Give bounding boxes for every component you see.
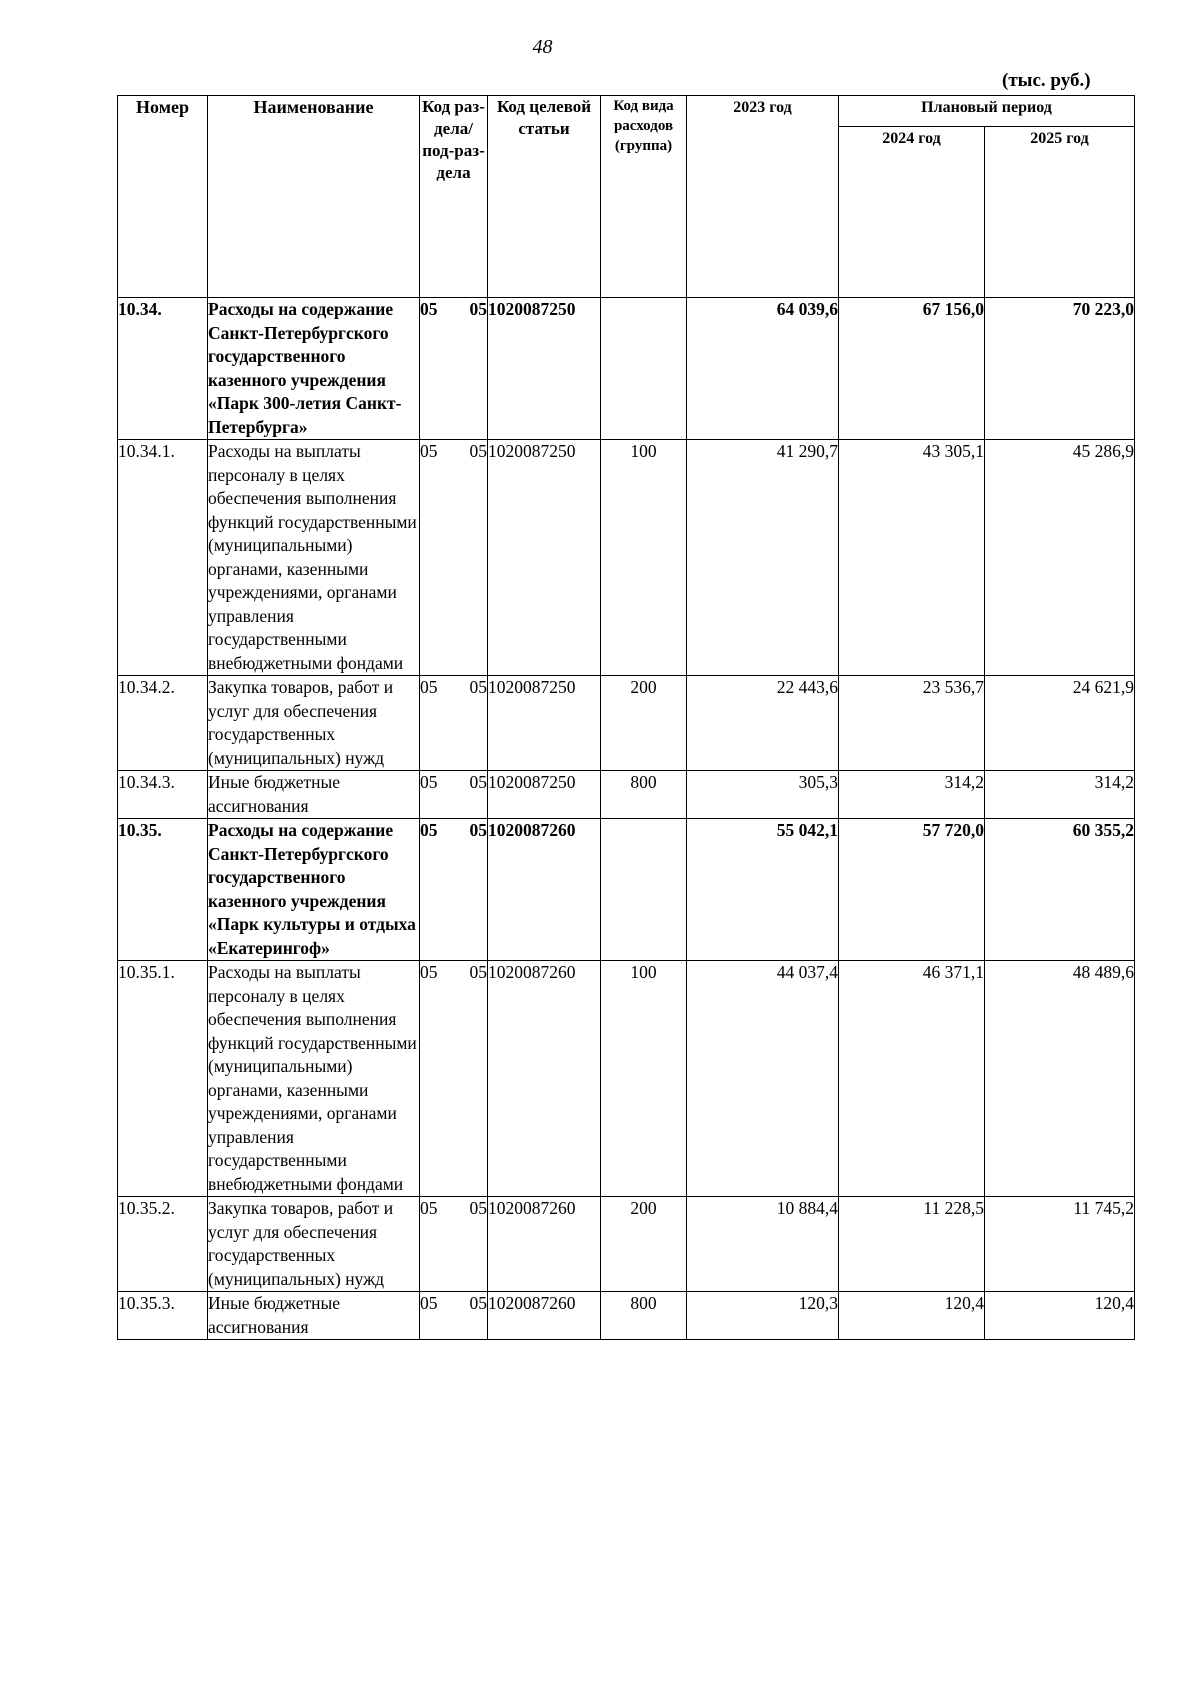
header-year-2024: 2024 год	[839, 127, 985, 298]
row-value-2024: 120,4	[839, 1292, 985, 1340]
row-name: Расходы на содержание Санкт-Петербургского государственного казенного учреждения «Парк 300-летия Санкт-Петербурга»	[208, 298, 420, 440]
section-code: 05	[420, 677, 438, 697]
header-expense-kind-code: Код вида расходов (группа)	[601, 96, 687, 298]
header-year-2023: 2023 год	[687, 96, 839, 298]
row-value-2025: 120,4	[985, 1292, 1135, 1340]
row-expense-kind-code	[601, 819, 687, 961]
row-section-code	[420, 440, 488, 676]
row-value-2023: 64 039,6	[687, 298, 839, 440]
section-code: 05	[420, 441, 438, 461]
table-row	[118, 298, 1135, 440]
row-name: Иные бюджетные ассигнования	[208, 771, 420, 819]
subsection-code: 05	[469, 299, 487, 319]
row-value-2023: 55 042,1	[687, 819, 839, 961]
row-value-2025: 70 223,0	[985, 298, 1135, 440]
row-value-2024: 23 536,7	[839, 676, 985, 771]
row-value-2025: 11 745,2	[985, 1197, 1135, 1292]
subsection-code: 05	[469, 441, 487, 461]
row-value-2024: 11 228,5	[839, 1197, 985, 1292]
row-target-code: 1020087250	[488, 771, 601, 819]
units-label: (тыс. руб.)	[1002, 70, 1091, 91]
row-expense-kind-code: 200	[601, 676, 687, 771]
section-code: 05	[420, 962, 438, 982]
subsection-code: 05	[469, 820, 487, 840]
row-value-2025: 45 286,9	[985, 440, 1135, 676]
row-section-code	[420, 961, 488, 1197]
subsection-code: 05	[469, 1293, 487, 1313]
row-section-code	[420, 819, 488, 961]
row-name: Закупка товаров, работ и услуг для обеспечения государственных (муниципальных) нужд	[208, 676, 420, 771]
row-section-code	[420, 1292, 488, 1340]
section-code: 05	[420, 299, 438, 319]
table-row	[118, 961, 1135, 1197]
row-expense-kind-code: 100	[601, 961, 687, 1197]
row-value-2025: 24 621,9	[985, 676, 1135, 771]
row-value-2023: 305,3	[687, 771, 839, 819]
row-target-code: 1020087250	[488, 298, 601, 440]
row-value-2024: 46 371,1	[839, 961, 985, 1197]
row-value-2023: 10 884,4	[687, 1197, 839, 1292]
table-row	[118, 676, 1135, 771]
row-value-2025: 48 489,6	[985, 961, 1135, 1197]
table-row	[118, 1197, 1135, 1292]
row-value-2023: 41 290,7	[687, 440, 839, 676]
row-value-2024: 43 305,1	[839, 440, 985, 676]
row-number: 10.35.3.	[118, 1292, 208, 1340]
row-value-2024: 67 156,0	[839, 298, 985, 440]
row-number: 10.34.1.	[118, 440, 208, 676]
row-value-2024: 314,2	[839, 771, 985, 819]
header-section-code: Код раз-дела/ под-раз-дела	[420, 96, 488, 298]
header-number: Номер	[118, 96, 208, 298]
row-value-2023: 120,3	[687, 1292, 839, 1340]
section-code: 05	[420, 772, 438, 792]
row-section-code	[420, 771, 488, 819]
row-expense-kind-code	[601, 298, 687, 440]
row-name: Расходы на выплаты персоналу в целях обеспечения выполнения функций государственными (муниципальными) органами, казенными учреждениями, органами управления государственными внебюджетными фондами	[208, 440, 420, 676]
row-target-code: 1020087250	[488, 440, 601, 676]
row-name: Закупка товаров, работ и услуг для обеспечения государственных (муниципальных) нужд	[208, 1197, 420, 1292]
header-plan-period: Плановый период	[839, 96, 1135, 127]
row-name: Иные бюджетные ассигнования	[208, 1292, 420, 1340]
section-code: 05	[420, 820, 438, 840]
row-target-code: 1020087250	[488, 676, 601, 771]
subsection-code: 05	[469, 1198, 487, 1218]
row-value-2024: 57 720,0	[839, 819, 985, 961]
header-name: Наименование	[208, 96, 420, 298]
row-expense-kind-code: 100	[601, 440, 687, 676]
row-name: Расходы на выплаты персоналу в целях обеспечения выполнения функций государственными (муниципальными) органами, казенными учреждениями, органами управления государственными внебюджетными фондами	[208, 961, 420, 1197]
row-section-code	[420, 298, 488, 440]
subsection-code: 05	[469, 962, 487, 982]
row-target-code: 1020087260	[488, 1197, 601, 1292]
section-code: 05	[420, 1198, 438, 1218]
row-name: Расходы на содержание Санкт-Петербургского государственного казенного учреждения «Парк культуры и отдыха «Екатерингоф»	[208, 819, 420, 961]
row-value-2023: 44 037,4	[687, 961, 839, 1197]
table-body	[118, 298, 1135, 1340]
row-section-code	[420, 676, 488, 771]
subsection-code: 05	[469, 772, 487, 792]
row-number: 10.34.	[118, 298, 208, 440]
row-number: 10.34.3.	[118, 771, 208, 819]
table-row	[118, 819, 1135, 961]
row-number: 10.35.	[118, 819, 208, 961]
table-row	[118, 440, 1135, 676]
table-row	[118, 771, 1135, 819]
row-number: 10.35.1.	[118, 961, 208, 1197]
row-section-code	[420, 1197, 488, 1292]
page-number: 48	[532, 36, 553, 58]
row-expense-kind-code: 800	[601, 771, 687, 819]
row-value-2023: 22 443,6	[687, 676, 839, 771]
row-expense-kind-code: 800	[601, 1292, 687, 1340]
table-row	[118, 1292, 1135, 1340]
row-value-2025: 60 355,2	[985, 819, 1135, 961]
row-target-code: 1020087260	[488, 1292, 601, 1340]
header-target-code: Код целевой статьи	[488, 96, 601, 298]
section-code: 05	[420, 1293, 438, 1313]
row-number: 10.34.2.	[118, 676, 208, 771]
row-expense-kind-code: 200	[601, 1197, 687, 1292]
row-value-2025: 314,2	[985, 771, 1135, 819]
subsection-code: 05	[469, 677, 487, 697]
budget-table	[117, 95, 1135, 1340]
header-year-2025: 2025 год	[985, 127, 1135, 298]
row-target-code: 1020087260	[488, 961, 601, 1197]
row-number: 10.35.2.	[118, 1197, 208, 1292]
row-target-code: 1020087260	[488, 819, 601, 961]
